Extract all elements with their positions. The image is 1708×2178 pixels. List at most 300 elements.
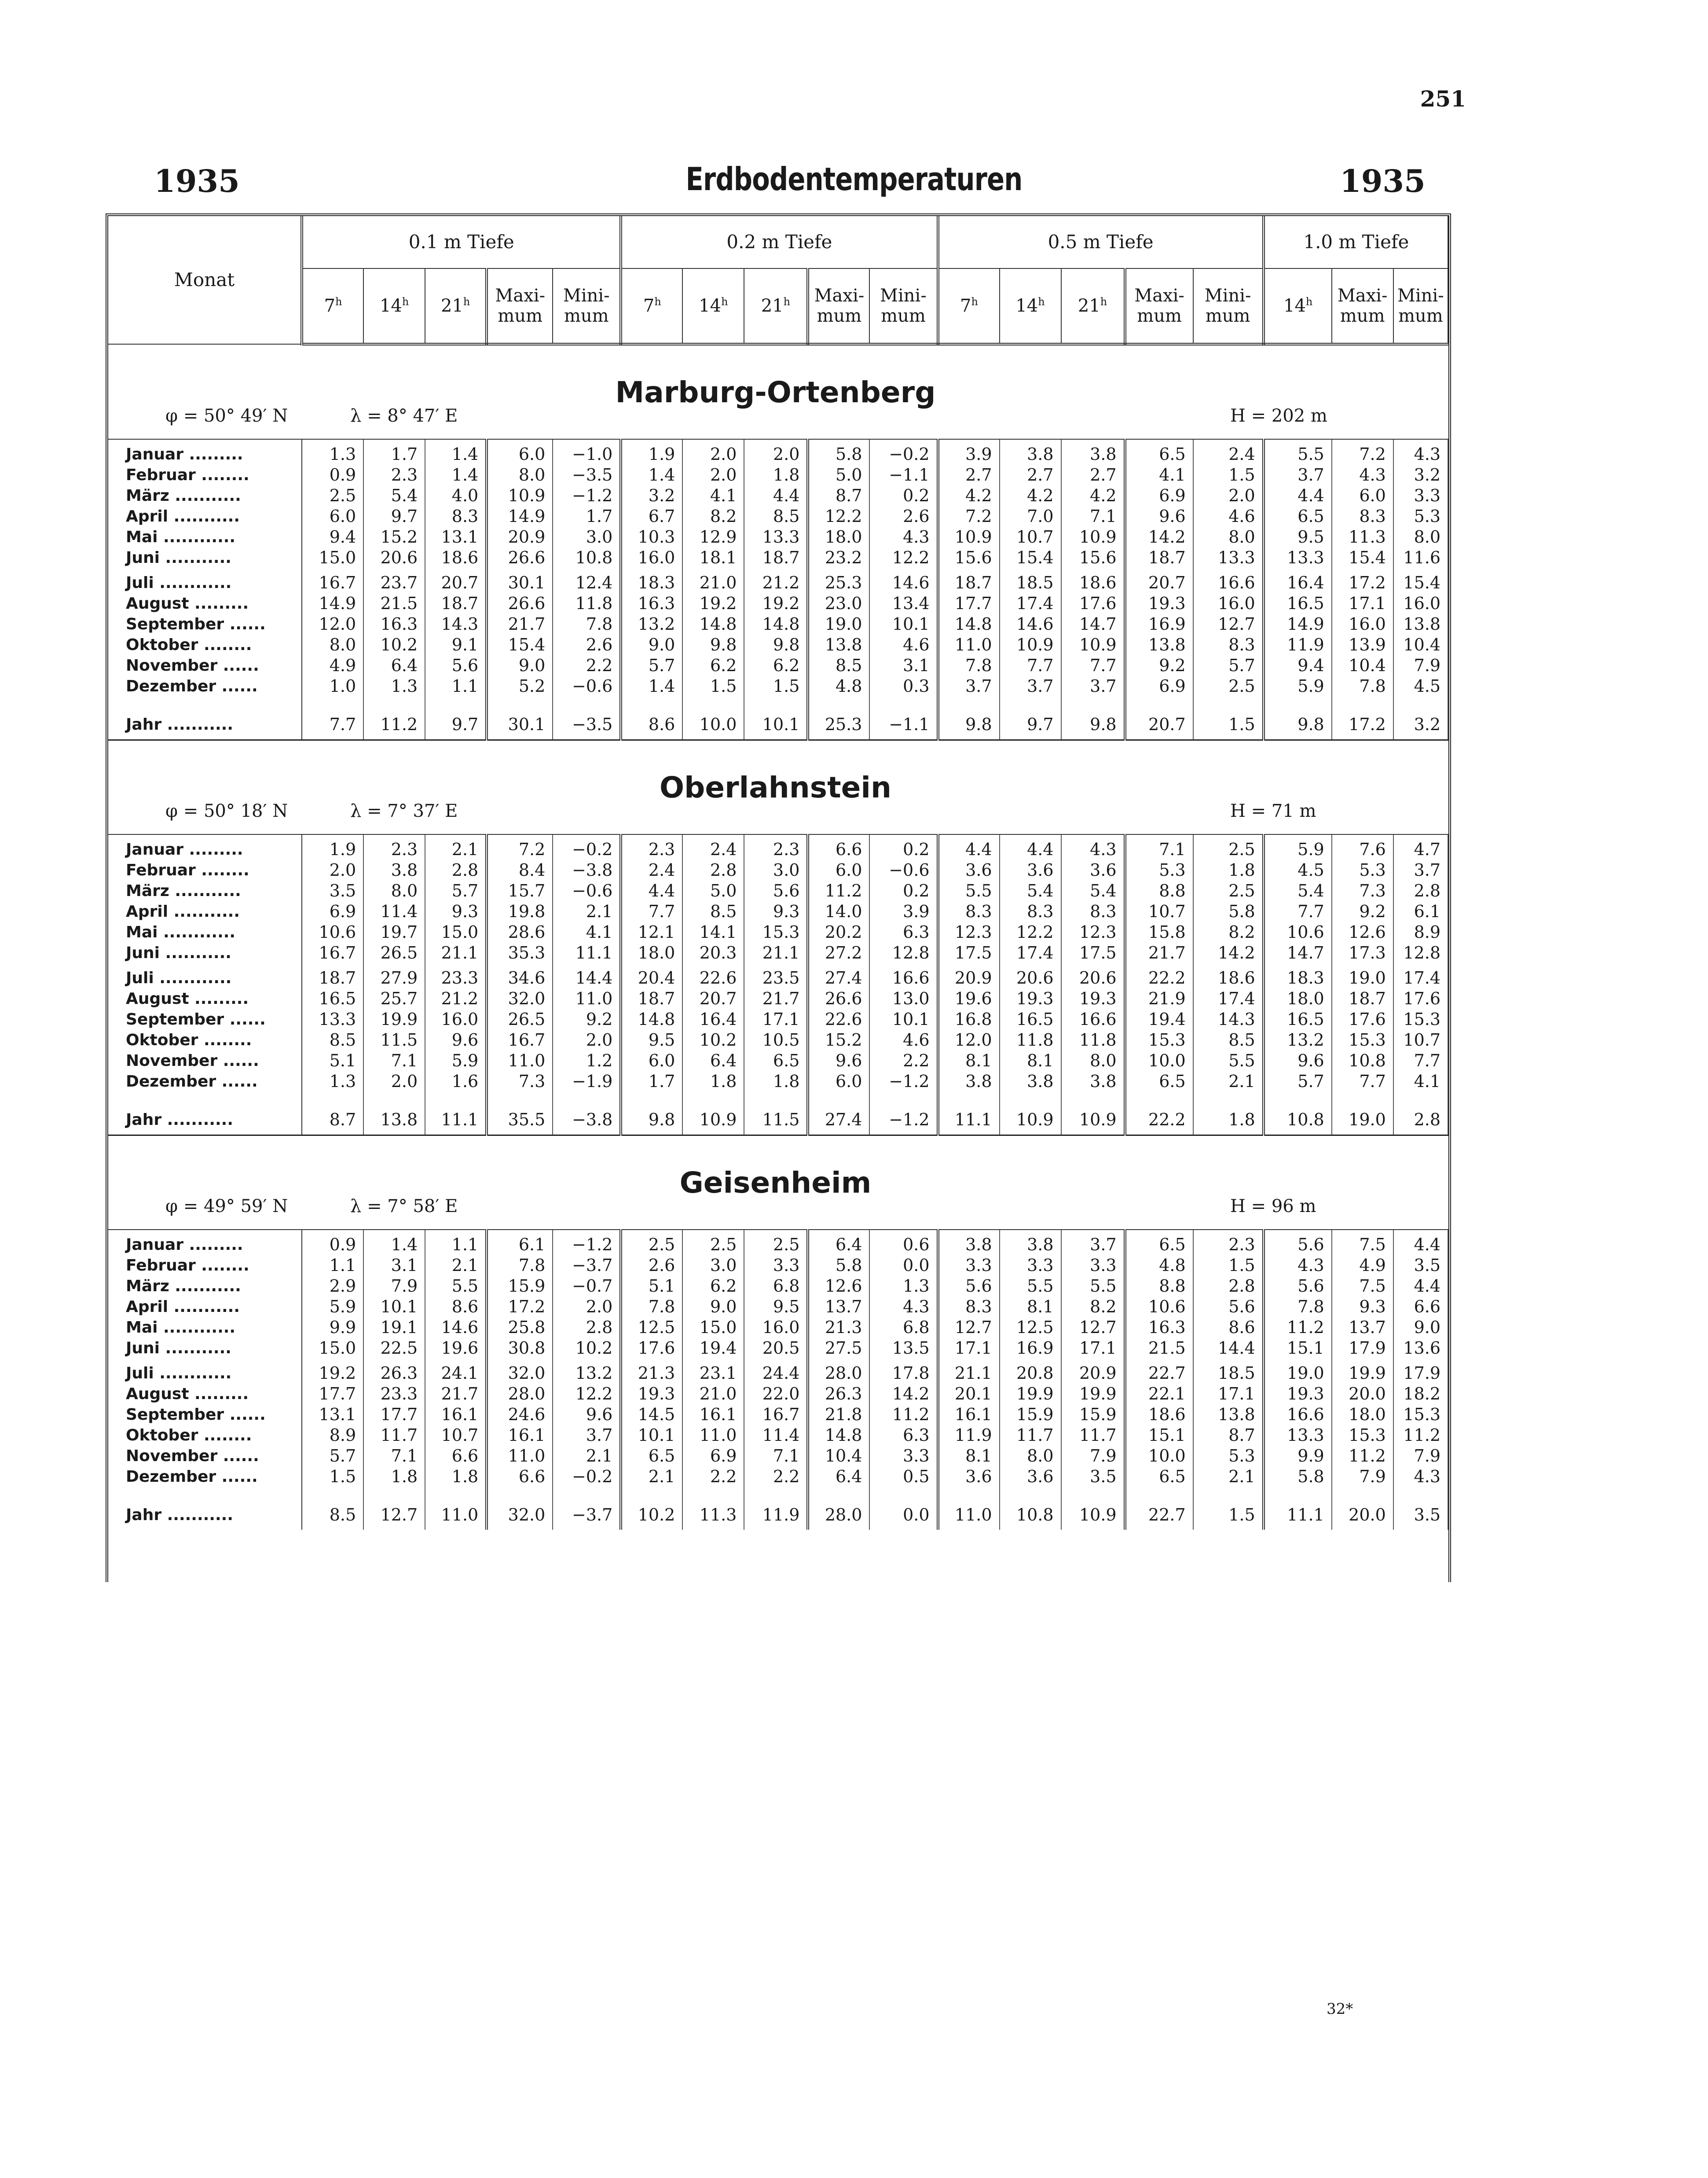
header-min-d2-line1: Mini- bbox=[1204, 286, 1251, 306]
value-cell: 11.1 bbox=[938, 1109, 1000, 1130]
value-cell: 6.0 bbox=[302, 506, 363, 527]
header-depth-0.5: 0.5 m Tiefe bbox=[938, 216, 1264, 268]
value-cell: 5.0 bbox=[808, 465, 869, 485]
value-cell: 26.6 bbox=[808, 988, 869, 1009]
header-21h-d2-label: 21 bbox=[1078, 296, 1100, 316]
station-name: Geisenheim bbox=[108, 1135, 1448, 1194]
header-21h-d0-sup: h bbox=[463, 295, 470, 308]
value-cell: 3.3 bbox=[938, 1255, 1000, 1276]
value-cell: 4.6 bbox=[869, 635, 938, 655]
value-cell: 8.7 bbox=[1193, 1425, 1264, 1446]
value-cell: 9.2 bbox=[1125, 655, 1193, 676]
value-cell: 19.9 bbox=[363, 1009, 425, 1030]
value-cell: 2.7 bbox=[1000, 465, 1061, 485]
value-cell: 9.6 bbox=[425, 1030, 487, 1050]
header-7h-d1 bbox=[621, 268, 682, 344]
station-coords-row bbox=[108, 1193, 1448, 1219]
value-cell: 15.4 bbox=[1000, 547, 1061, 568]
value-cell: 10.6 bbox=[302, 922, 363, 943]
value-cell: 10.6 bbox=[1264, 922, 1332, 943]
value-cell: 22.6 bbox=[682, 968, 744, 988]
value-cell: 0.2 bbox=[869, 485, 938, 506]
value-cell: 6.4 bbox=[808, 1234, 869, 1255]
value-cell: 4.4 bbox=[1000, 839, 1061, 860]
value-cell: 20.2 bbox=[808, 922, 869, 943]
value-cell: 5.7 bbox=[1264, 1071, 1332, 1092]
value-cell: 15.2 bbox=[363, 527, 425, 547]
value-cell: 13.5 bbox=[869, 1338, 938, 1359]
spacer-row bbox=[108, 439, 1448, 444]
value-cell: 1.5 bbox=[302, 1466, 363, 1487]
value-cell: 5.4 bbox=[1264, 881, 1332, 901]
value-cell: 10.2 bbox=[363, 635, 425, 655]
value-cell: 17.5 bbox=[938, 943, 1000, 963]
value-cell: 14.2 bbox=[1125, 527, 1193, 547]
value-cell: 15.0 bbox=[302, 1338, 363, 1359]
value-cell: 11.5 bbox=[744, 1109, 808, 1130]
value-cell: −0.6 bbox=[553, 881, 621, 901]
value-cell: 1.6 bbox=[425, 1071, 487, 1092]
value-cell: 20.6 bbox=[1000, 968, 1061, 988]
value-cell: 2.6 bbox=[869, 506, 938, 527]
value-cell: 15.4 bbox=[1393, 573, 1448, 593]
value-cell: 9.5 bbox=[621, 1030, 682, 1050]
value-cell: 11.9 bbox=[744, 1505, 808, 1525]
value-cell: 8.1 bbox=[1000, 1297, 1061, 1317]
value-cell: 21.0 bbox=[682, 573, 744, 593]
value-cell: 13.3 bbox=[1264, 547, 1332, 568]
value-cell: 3.8 bbox=[363, 860, 425, 881]
value-cell: 15.2 bbox=[808, 1030, 869, 1050]
value-cell: 23.1 bbox=[682, 1363, 744, 1384]
month-label: Juni ........... bbox=[108, 1338, 302, 1359]
value-cell: 8.5 bbox=[302, 1030, 363, 1050]
value-cell: 14.3 bbox=[1193, 1009, 1264, 1030]
value-cell: 7.3 bbox=[1332, 881, 1393, 901]
value-cell: 14.8 bbox=[808, 1425, 869, 1446]
value-cell: 7.8 bbox=[1332, 676, 1393, 697]
value-cell: 15.3 bbox=[744, 922, 808, 943]
value-cell: 11.2 bbox=[1332, 1446, 1393, 1466]
value-cell: 7.7 bbox=[1061, 655, 1125, 676]
value-cell: 20.9 bbox=[487, 527, 553, 547]
value-cell: 10.4 bbox=[1393, 635, 1448, 655]
year-right: 1935 bbox=[1340, 163, 1426, 199]
value-cell: 8.8 bbox=[1125, 881, 1193, 901]
value-cell: 8.0 bbox=[1000, 1446, 1061, 1466]
value-cell: 3.7 bbox=[1000, 676, 1061, 697]
value-cell: 9.8 bbox=[744, 635, 808, 655]
value-cell: 6.5 bbox=[1125, 444, 1193, 465]
value-cell: 17.7 bbox=[938, 593, 1000, 614]
value-cell: 27.5 bbox=[808, 1338, 869, 1359]
value-cell: 0.2 bbox=[869, 881, 938, 901]
value-cell: 10.9 bbox=[682, 1109, 744, 1130]
value-cell: 20.6 bbox=[363, 547, 425, 568]
value-cell: 6.9 bbox=[302, 901, 363, 922]
value-cell: 9.7 bbox=[363, 506, 425, 527]
header-14h-d3-label: 14 bbox=[1283, 296, 1306, 316]
value-cell: 7.8 bbox=[938, 655, 1000, 676]
value-cell: 28.6 bbox=[487, 922, 553, 943]
value-cell: 21.7 bbox=[425, 1384, 487, 1404]
header-depth-0.1: 0.1 m Tiefe bbox=[302, 216, 621, 268]
value-cell: 2.4 bbox=[682, 839, 744, 860]
value-cell: 2.8 bbox=[553, 1317, 621, 1338]
value-cell: 18.7 bbox=[1125, 547, 1193, 568]
value-cell: 4.4 bbox=[938, 839, 1000, 860]
value-cell: 9.5 bbox=[1264, 527, 1332, 547]
header-max-d0-line2: mum bbox=[498, 306, 543, 326]
value-cell: 6.1 bbox=[487, 1234, 553, 1255]
value-cell: 7.2 bbox=[487, 839, 553, 860]
value-cell: 14.2 bbox=[869, 1384, 938, 1404]
value-cell: 6.6 bbox=[1393, 1297, 1448, 1317]
value-cell: 9.7 bbox=[1000, 714, 1061, 735]
month-row bbox=[108, 881, 1448, 901]
station-height: H = 96 m bbox=[1230, 1196, 1316, 1216]
value-cell: 8.3 bbox=[425, 506, 487, 527]
month-label: Mai ............ bbox=[108, 922, 302, 943]
value-cell: 20.0 bbox=[1332, 1505, 1393, 1525]
month-label: Januar ......... bbox=[108, 1234, 302, 1255]
spacer-row bbox=[108, 568, 1448, 573]
value-cell: 5.1 bbox=[302, 1050, 363, 1071]
value-cell: 6.1 bbox=[1393, 901, 1448, 922]
value-cell: 9.0 bbox=[682, 1297, 744, 1317]
value-cell: 14.9 bbox=[487, 506, 553, 527]
value-cell: 16.0 bbox=[621, 547, 682, 568]
value-cell: 14.4 bbox=[1193, 1338, 1264, 1359]
value-cell: 11.7 bbox=[363, 1425, 425, 1446]
value-cell: 12.8 bbox=[869, 943, 938, 963]
value-cell: −3.7 bbox=[553, 1255, 621, 1276]
value-cell: 3.5 bbox=[1393, 1255, 1448, 1276]
value-cell: 18.7 bbox=[425, 593, 487, 614]
value-cell: 21.7 bbox=[744, 988, 808, 1009]
station-title-row bbox=[108, 740, 1448, 798]
value-cell: −0.2 bbox=[553, 1466, 621, 1487]
value-cell: 15.7 bbox=[487, 881, 553, 901]
value-cell: 9.6 bbox=[1264, 1050, 1332, 1071]
value-cell: 5.6 bbox=[938, 1276, 1000, 1297]
value-cell: 2.8 bbox=[425, 860, 487, 881]
month-label: September ...... bbox=[108, 1009, 302, 1030]
value-cell: 35.3 bbox=[487, 943, 553, 963]
value-cell: 10.9 bbox=[487, 485, 553, 506]
value-cell: 1.8 bbox=[1193, 860, 1264, 881]
value-cell: 21.5 bbox=[363, 593, 425, 614]
value-cell: 21.8 bbox=[808, 1404, 869, 1425]
value-cell: 5.5 bbox=[1000, 1276, 1061, 1297]
value-cell: 16.1 bbox=[938, 1404, 1000, 1425]
value-cell: 2.1 bbox=[1193, 1071, 1264, 1092]
value-cell: 5.3 bbox=[1125, 860, 1193, 881]
header-14h-d0-sup: h bbox=[402, 295, 409, 308]
value-cell: 15.4 bbox=[1332, 547, 1393, 568]
value-cell: 8.2 bbox=[682, 506, 744, 527]
value-cell: 0.5 bbox=[869, 1466, 938, 1487]
header-max-d0-line1: Maxi- bbox=[495, 286, 546, 306]
header-21h-d0-label: 21 bbox=[441, 296, 463, 316]
month-label: November ...... bbox=[108, 1050, 302, 1071]
value-cell: 11.5 bbox=[363, 1030, 425, 1050]
value-cell: 4.6 bbox=[869, 1030, 938, 1050]
value-cell: 15.0 bbox=[302, 547, 363, 568]
value-cell: 9.1 bbox=[425, 635, 487, 655]
value-cell: 1.2 bbox=[553, 1050, 621, 1071]
value-cell: 18.7 bbox=[1332, 988, 1393, 1009]
value-cell: 16.3 bbox=[363, 614, 425, 635]
month-label: September ...... bbox=[108, 614, 302, 635]
header-min-d2-line2: mum bbox=[1205, 306, 1250, 326]
value-cell: 9.3 bbox=[425, 901, 487, 922]
value-cell: 18.5 bbox=[1000, 573, 1061, 593]
value-cell: 6.3 bbox=[869, 1425, 938, 1446]
value-cell: 14.2 bbox=[1193, 943, 1264, 963]
value-cell: 13.8 bbox=[808, 635, 869, 655]
header-14h-d0 bbox=[363, 268, 425, 344]
value-cell: 9.0 bbox=[621, 635, 682, 655]
value-cell: 1.7 bbox=[363, 444, 425, 465]
value-cell: 3.5 bbox=[302, 881, 363, 901]
value-cell: 23.2 bbox=[808, 547, 869, 568]
value-cell: 8.0 bbox=[1193, 527, 1264, 547]
value-cell: 10.7 bbox=[425, 1425, 487, 1446]
value-cell: 16.7 bbox=[744, 1404, 808, 1425]
value-cell: 12.3 bbox=[1061, 922, 1125, 943]
value-cell: 2.1 bbox=[425, 839, 487, 860]
value-cell: 3.8 bbox=[1000, 444, 1061, 465]
month-label: August ......... bbox=[108, 593, 302, 614]
header-7h-d0-label: 7 bbox=[324, 296, 336, 316]
value-cell: 8.2 bbox=[1061, 1297, 1125, 1317]
value-cell: 14.1 bbox=[682, 922, 744, 943]
value-cell: 6.2 bbox=[744, 655, 808, 676]
value-cell: 13.2 bbox=[1264, 1030, 1332, 1050]
value-cell: 5.8 bbox=[1193, 901, 1264, 922]
header-7h-d2-label: 7 bbox=[960, 296, 971, 316]
value-cell: 13.4 bbox=[869, 593, 938, 614]
value-cell: 22.2 bbox=[1125, 968, 1193, 988]
table-body bbox=[108, 344, 1448, 1530]
month-label: April ........... bbox=[108, 1297, 302, 1317]
value-cell: 2.5 bbox=[302, 485, 363, 506]
station-name: Oberlahnstein bbox=[108, 740, 1448, 798]
value-cell: 7.1 bbox=[1125, 839, 1193, 860]
value-cell: 28.0 bbox=[487, 1384, 553, 1404]
value-cell: 13.3 bbox=[302, 1009, 363, 1030]
value-cell: 3.8 bbox=[938, 1234, 1000, 1255]
value-cell: 8.3 bbox=[1332, 506, 1393, 527]
value-cell: 2.7 bbox=[1061, 465, 1125, 485]
value-cell: 2.2 bbox=[553, 655, 621, 676]
value-cell: 16.6 bbox=[869, 968, 938, 988]
value-cell: 19.0 bbox=[1264, 1363, 1332, 1384]
month-row bbox=[108, 1425, 1448, 1446]
value-cell: 3.3 bbox=[1393, 485, 1448, 506]
value-cell: 25.3 bbox=[808, 573, 869, 593]
value-cell: −1.2 bbox=[553, 485, 621, 506]
value-cell: 11.0 bbox=[553, 988, 621, 1009]
month-label: Jahr ........... bbox=[108, 714, 302, 735]
value-cell: 3.6 bbox=[1000, 1466, 1061, 1487]
value-cell: 1.4 bbox=[363, 1234, 425, 1255]
year-row bbox=[108, 1109, 1448, 1130]
value-cell: 9.0 bbox=[1393, 1317, 1448, 1338]
value-cell: 4.7 bbox=[1393, 839, 1448, 860]
value-cell: 15.1 bbox=[1264, 1338, 1332, 1359]
value-cell: 21.1 bbox=[744, 943, 808, 963]
value-cell: 7.9 bbox=[363, 1276, 425, 1297]
header-min-d3-line1: Mini- bbox=[1397, 286, 1444, 306]
value-cell: 10.6 bbox=[1125, 1297, 1193, 1317]
header-14h-d1 bbox=[682, 268, 744, 344]
value-cell: 16.1 bbox=[425, 1404, 487, 1425]
value-cell: 21.1 bbox=[425, 943, 487, 963]
month-row bbox=[108, 1050, 1448, 1071]
value-cell: 22.2 bbox=[1125, 1109, 1193, 1130]
value-cell: 5.9 bbox=[1264, 676, 1332, 697]
value-cell: 5.0 bbox=[682, 881, 744, 901]
value-cell: 3.7 bbox=[553, 1425, 621, 1446]
value-cell: 2.6 bbox=[621, 1255, 682, 1276]
value-cell: 5.5 bbox=[1193, 1050, 1264, 1071]
header-21h-d2 bbox=[1061, 268, 1125, 344]
value-cell: 11.0 bbox=[487, 1446, 553, 1466]
value-cell: 2.1 bbox=[553, 901, 621, 922]
value-cell: 10.1 bbox=[621, 1425, 682, 1446]
value-cell: 14.5 bbox=[621, 1404, 682, 1425]
value-cell: 17.5 bbox=[1061, 943, 1125, 963]
value-cell: 1.3 bbox=[363, 676, 425, 697]
value-cell: 1.3 bbox=[302, 444, 363, 465]
value-cell: 12.8 bbox=[1393, 943, 1448, 963]
header-min-d3-line2: mum bbox=[1398, 306, 1443, 326]
value-cell: 27.4 bbox=[808, 1109, 869, 1130]
value-cell: 10.7 bbox=[1125, 901, 1193, 922]
value-cell: 27.9 bbox=[363, 968, 425, 988]
value-cell: 17.4 bbox=[1393, 968, 1448, 988]
value-cell: 8.0 bbox=[302, 635, 363, 655]
value-cell: 7.1 bbox=[363, 1050, 425, 1071]
value-cell: 17.7 bbox=[363, 1404, 425, 1425]
value-cell: 8.7 bbox=[302, 1109, 363, 1130]
value-cell: 2.5 bbox=[1193, 839, 1264, 860]
month-row bbox=[108, 1466, 1448, 1487]
value-cell: 10.5 bbox=[744, 1030, 808, 1050]
value-cell: 4.3 bbox=[1393, 444, 1448, 465]
value-cell: 8.3 bbox=[1000, 901, 1061, 922]
value-cell: 1.7 bbox=[553, 506, 621, 527]
value-cell: 11.4 bbox=[363, 901, 425, 922]
value-cell: 5.2 bbox=[487, 676, 553, 697]
value-cell: 9.8 bbox=[1264, 714, 1332, 735]
spacer-row bbox=[108, 1130, 1448, 1135]
header-depth-1.0: 1.0 m Tiefe bbox=[1264, 216, 1448, 268]
month-row bbox=[108, 1071, 1448, 1092]
value-cell: 7.8 bbox=[1264, 1297, 1332, 1317]
value-cell: 2.5 bbox=[1193, 881, 1264, 901]
value-cell: 23.7 bbox=[363, 573, 425, 593]
value-cell: 18.0 bbox=[621, 943, 682, 963]
month-row bbox=[108, 943, 1448, 963]
value-cell: 15.3 bbox=[1332, 1425, 1393, 1446]
value-cell: 9.9 bbox=[1264, 1446, 1332, 1466]
value-cell: 7.8 bbox=[487, 1255, 553, 1276]
month-label: Juni ........... bbox=[108, 943, 302, 963]
value-cell: 2.3 bbox=[621, 839, 682, 860]
value-cell: 13.9 bbox=[1332, 635, 1393, 655]
value-cell: 14.6 bbox=[425, 1317, 487, 1338]
value-cell: 11.8 bbox=[1000, 1030, 1061, 1050]
value-cell: 11.3 bbox=[1332, 527, 1393, 547]
month-row bbox=[108, 676, 1448, 697]
value-cell: 1.5 bbox=[1193, 1255, 1264, 1276]
value-cell: 4.2 bbox=[938, 485, 1000, 506]
value-cell: 8.3 bbox=[938, 901, 1000, 922]
value-cell: 1.7 bbox=[621, 1071, 682, 1092]
month-label: Juli ............ bbox=[108, 968, 302, 988]
value-cell: 8.0 bbox=[1393, 527, 1448, 547]
value-cell: 10.2 bbox=[621, 1505, 682, 1525]
value-cell: 12.2 bbox=[1000, 922, 1061, 943]
month-label: Jahr ........... bbox=[108, 1505, 302, 1525]
year-left: 1935 bbox=[154, 163, 240, 199]
value-cell: 13.2 bbox=[621, 614, 682, 635]
value-cell: 16.7 bbox=[302, 943, 363, 963]
value-cell: 8.0 bbox=[1061, 1050, 1125, 1071]
value-cell: 28.0 bbox=[808, 1505, 869, 1525]
value-cell: 6.6 bbox=[487, 1466, 553, 1487]
value-cell: 7.9 bbox=[1393, 1446, 1448, 1466]
month-label: April ........... bbox=[108, 506, 302, 527]
value-cell: 9.9 bbox=[302, 1317, 363, 1338]
value-cell: 12.5 bbox=[621, 1317, 682, 1338]
value-cell: 2.0 bbox=[744, 444, 808, 465]
value-cell: 8.8 bbox=[1125, 1276, 1193, 1297]
header-7h-d0-sup: h bbox=[335, 295, 342, 308]
value-cell: 17.4 bbox=[1193, 988, 1264, 1009]
value-cell: 11.4 bbox=[744, 1425, 808, 1446]
value-cell: 15.4 bbox=[487, 635, 553, 655]
value-cell: 3.1 bbox=[363, 1255, 425, 1276]
station-latitude: φ = 50° 18′ N bbox=[165, 801, 288, 821]
value-cell: 3.8 bbox=[1061, 444, 1125, 465]
header-14h-d2-sup: h bbox=[1038, 295, 1045, 308]
spacer-row bbox=[108, 735, 1448, 740]
value-cell: 17.6 bbox=[1332, 1009, 1393, 1030]
value-cell: 8.0 bbox=[363, 881, 425, 901]
value-cell: 10.8 bbox=[1332, 1050, 1393, 1071]
value-cell: 9.4 bbox=[302, 527, 363, 547]
value-cell: 4.1 bbox=[553, 922, 621, 943]
value-cell: 14.8 bbox=[938, 614, 1000, 635]
value-cell: 18.6 bbox=[1061, 573, 1125, 593]
value-cell: 18.1 bbox=[682, 547, 744, 568]
header-14h-d2 bbox=[1000, 268, 1061, 344]
header-max-d1-line1: Maxi- bbox=[814, 286, 865, 306]
header-max-d2-line1: Maxi- bbox=[1134, 286, 1184, 306]
value-cell: 2.8 bbox=[682, 860, 744, 881]
value-cell: 8.5 bbox=[302, 1505, 363, 1525]
value-cell: 26.3 bbox=[808, 1384, 869, 1404]
month-row bbox=[108, 1384, 1448, 1404]
value-cell: 17.6 bbox=[1393, 988, 1448, 1009]
value-cell: 21.0 bbox=[682, 1384, 744, 1404]
value-cell: 16.7 bbox=[487, 1030, 553, 1050]
month-row bbox=[108, 1363, 1448, 1384]
